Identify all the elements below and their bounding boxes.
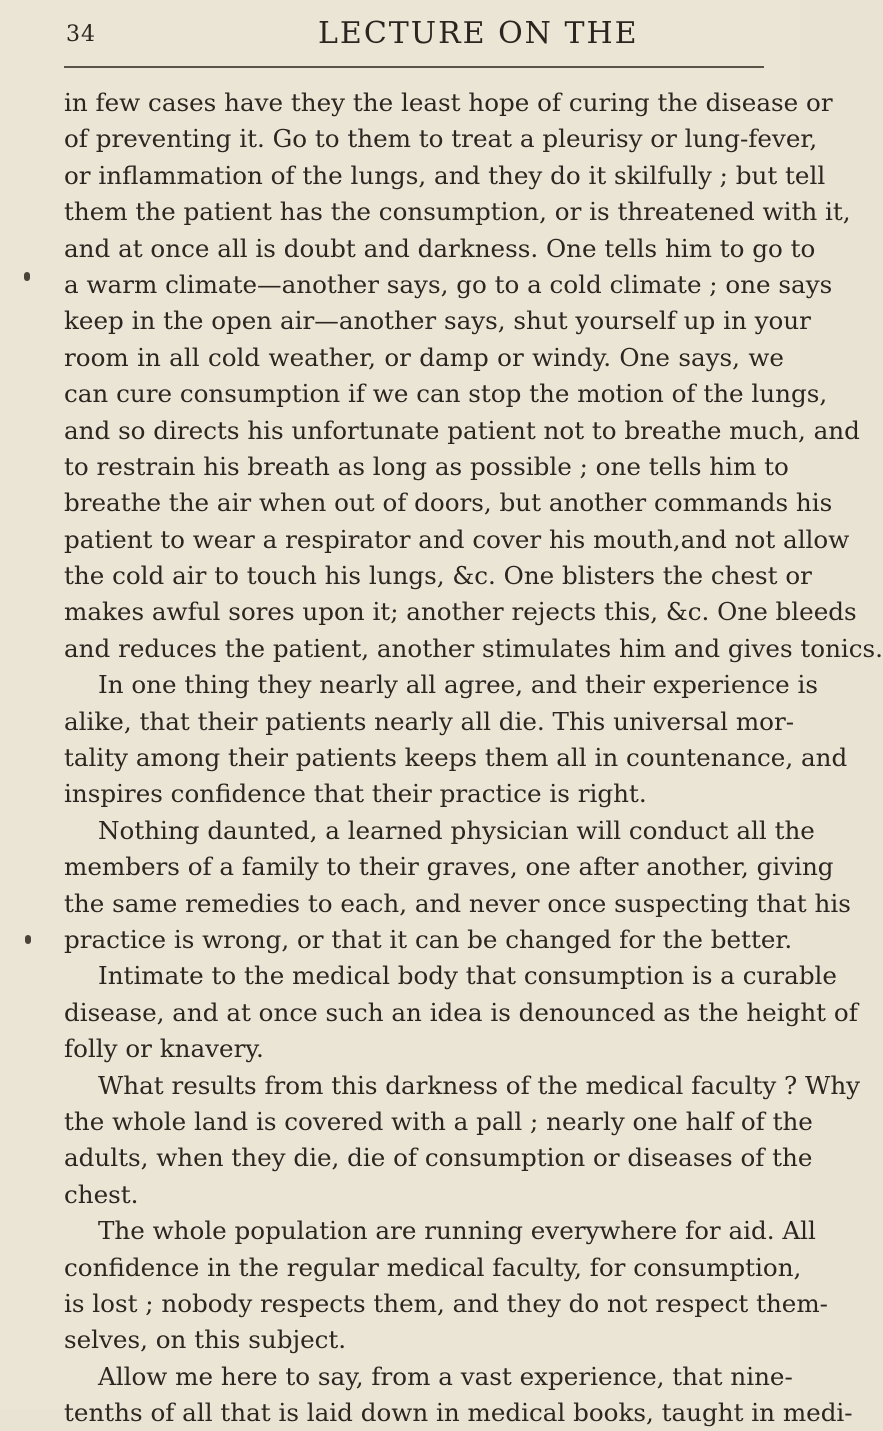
paragraph-end-line: selves, on this subject.: [64, 1325, 347, 1355]
paragraph-end-line: chest.: [64, 1179, 139, 1209]
margin-ink-mark: [25, 935, 31, 944]
text-line: and at once all is doubt and darkness. One tells him to go to: [64, 233, 816, 263]
text-line: them the patient has the consumption, or is threatened with it,: [64, 197, 851, 227]
paragraph-start-line: The whole population are running everywhere for aid. All: [98, 1216, 816, 1246]
text-line: disease, and at once such an idea is denounced as the height of: [64, 997, 858, 1027]
text-line: alike, that their patients nearly all die. This universal mor-: [64, 706, 795, 736]
text-line: in few cases have they the least hope of curing the disease or: [64, 88, 833, 117]
text-line: the cold air to touch his lungs, &c. One blisters the chest or: [64, 561, 812, 591]
text-line: and so directs his unfortunate patient not to breathe much, and: [64, 415, 860, 445]
paragraph-end-line: folly or knavery.: [64, 1034, 264, 1064]
text-line: tenths of all that is laid down in medical books, taught in medi-: [64, 1398, 853, 1428]
text-line: adults, when they die, die of consumption or diseases of the: [64, 1143, 813, 1173]
text-line: to restrain his breath as long as possible ; one tells him to: [64, 451, 789, 481]
text-line: room in all cold weather, or damp or windy. One says, we: [64, 342, 784, 372]
text-line: tality among their patients keeps them all in countenance, and: [64, 743, 848, 773]
text-line: keep in the open air—another says, shut yourself up in your: [64, 306, 811, 336]
text-line: and reduces the patient, another stimulates him and gives tonics.: [64, 633, 883, 663]
text-line: patient to wear a respirator and cover his mouth,and not allow: [64, 524, 850, 554]
page-header: [0, 8, 800, 78]
paragraph-end-line: practice is wrong, or that it can be changed for the better.: [64, 924, 793, 954]
paragraph-start-line: Intimate to the medical body that consumption is a curable: [98, 961, 837, 991]
page-number: 34: [66, 22, 96, 47]
margin-ink-mark: [24, 272, 30, 281]
text-line: the whole land is covered with a pall ; nearly one half of the: [64, 1106, 813, 1136]
text-line: of preventing it. Go to them to treat a pleurisy or lung-fever,: [64, 124, 818, 154]
text-line: can cure consumption if we can stop the motion of the lungs,: [64, 379, 828, 409]
text-line: or inflammation of the lungs, and they do it skilfully ; but tell: [64, 160, 826, 190]
text-line: is lost ; nobody respects them, and they do not respect them-: [64, 1288, 828, 1318]
paragraph-start-line: In one thing they nearly all agree, and their experience is: [98, 670, 819, 700]
text-line: a warm climate—another says, go to a cold climate ; one says: [64, 269, 833, 299]
header-rule: [64, 66, 764, 68]
running-head: LECTURE ON THE: [318, 16, 639, 51]
paragraph-start-line: Allow me here to say, from a vast experience, that nine-: [98, 1361, 793, 1391]
text-line: members of a family to their graves, one after another, giving: [64, 852, 834, 882]
paragraph-start-line: Nothing daunted, a learned physician will conduct all the: [98, 815, 815, 845]
text-line: makes awful sores upon it; another rejects this, &c. One bleeds: [64, 597, 857, 627]
paragraph-end-line: inspires confidence that their practice is right.: [64, 779, 647, 809]
text-line: breathe the air when out of doors, but another commands his: [64, 488, 833, 518]
body-text: [64, 85, 883, 1431]
text-line: the same remedies to each, and never once suspecting that his: [64, 888, 851, 918]
text-line: confidence in the regular medical faculty, for consumption,: [64, 1252, 802, 1282]
paragraph-start-line: What results from this darkness of the medical faculty ? Why: [98, 1070, 861, 1100]
